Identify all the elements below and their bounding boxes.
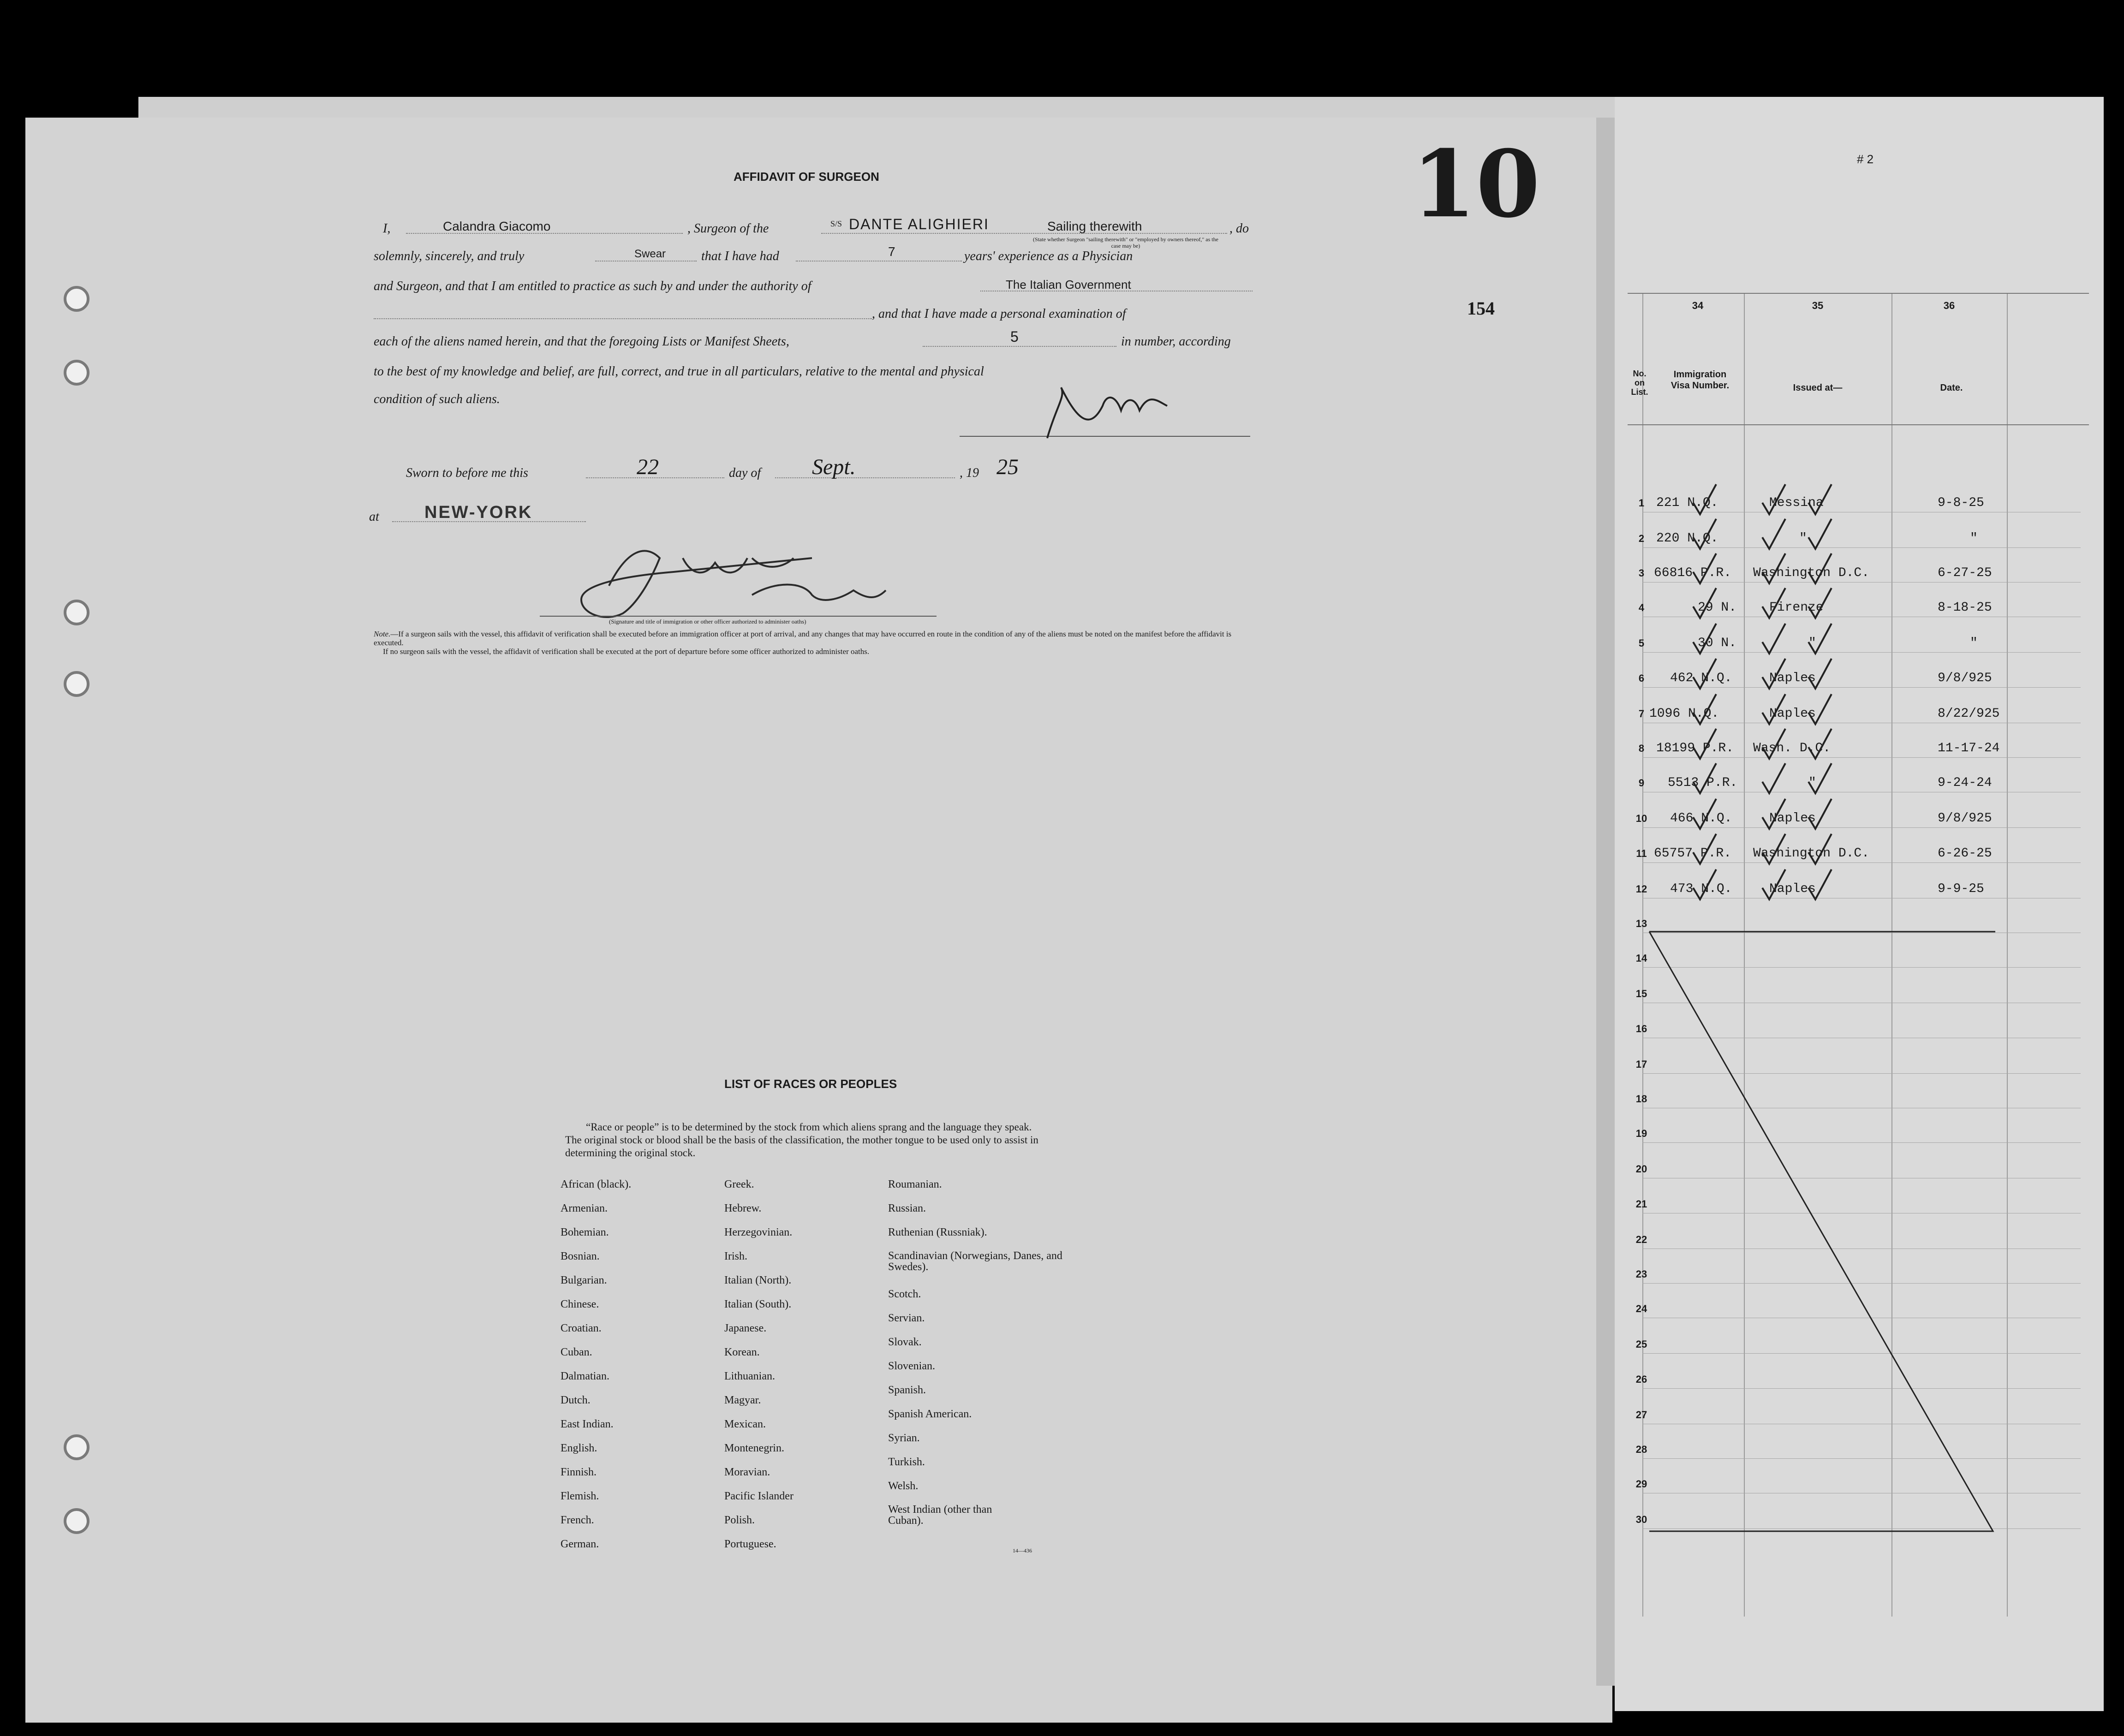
visa-number: 18199 P.R.	[1656, 741, 1734, 755]
issue-date: 8/22/925	[1938, 707, 2000, 721]
sworn-month: Sept.	[812, 455, 856, 479]
affidavit-sheet	[25, 118, 1612, 1723]
affidavit-line-1	[383, 221, 390, 236]
row-number: 29	[1635, 1478, 1647, 1490]
row-number: 25	[1635, 1338, 1647, 1350]
visa-number: 466 N.Q.	[1670, 811, 1732, 826]
race-item: Croatian.	[561, 1322, 602, 1334]
race-item: Pacific Islander	[724, 1490, 794, 1502]
row-number: 23	[1635, 1268, 1647, 1280]
race-item: Italian (North).	[724, 1274, 792, 1286]
race-item: Slovak.	[888, 1336, 922, 1348]
issue-date: 9/8/925	[1938, 671, 1992, 685]
race-item: Scotch.	[888, 1288, 921, 1300]
race-item: Armenian.	[561, 1202, 608, 1214]
visa-number: 65757 P.R.	[1654, 846, 1732, 861]
issue-date: 9/8/925	[1938, 811, 1992, 826]
at-label: at	[369, 510, 379, 524]
race-item: Italian (South).	[724, 1298, 792, 1310]
row-number: 20	[1635, 1163, 1647, 1175]
row-number: 8	[1638, 743, 1645, 754]
row-number: 1	[1638, 497, 1645, 509]
sworn-month-field	[775, 477, 955, 478]
race-item: Spanish American.	[888, 1408, 972, 1420]
race-item: German.	[561, 1538, 599, 1550]
check-marks	[1642, 475, 2085, 913]
issue-date: 9-9-25	[1938, 882, 1984, 896]
race-item: Moravian.	[724, 1466, 770, 1478]
issue-date: 6-27-25	[1938, 566, 1992, 580]
authority-field-continued	[374, 318, 872, 319]
row-number: 18	[1635, 1093, 1647, 1105]
race-item: Chinese.	[561, 1298, 599, 1310]
issue-date: 6-26-25	[1938, 846, 1992, 861]
header-no-on-list: No. on List.	[1631, 369, 1648, 397]
race-item: French.	[561, 1514, 594, 1526]
race-item: Syrian.	[888, 1432, 920, 1444]
row-number: 22	[1635, 1234, 1647, 1245]
col-number-36: 36	[1943, 300, 1955, 311]
race-item: Mexican.	[724, 1418, 766, 1430]
row-number: 16	[1635, 1023, 1647, 1034]
affidavit-title: AFFIDAVIT OF SURGEON	[734, 170, 879, 184]
issue-date: 11-17-24	[1938, 741, 2000, 755]
issue-date: "	[1970, 636, 1978, 650]
sailing-note: (State whether Surgeon "sailing therewith" or "employed by owners thereof," as the case may be)	[1033, 236, 1218, 249]
sworn-prefix: Sworn to before me this	[406, 466, 528, 480]
header-visa-number: Immigration Visa Number.	[1671, 369, 1730, 391]
col-number-34: 34	[1692, 300, 1704, 311]
ship-field	[821, 233, 1227, 234]
row-number: 6	[1638, 672, 1645, 684]
visa-number: 473 N.Q.	[1670, 882, 1732, 896]
row-number: 5	[1638, 637, 1645, 649]
race-item: Spanish.	[888, 1384, 926, 1396]
race-item: Russian.	[888, 1202, 926, 1214]
manifest-page-mark: # 2	[1857, 152, 1874, 166]
race-item: Magyar.	[724, 1394, 761, 1406]
issued-at: Messina	[1769, 496, 1824, 510]
cancel-slash	[1647, 929, 1998, 1534]
signature-caption: (Signature and title of immigration or other officer authorized to administer oaths)	[609, 618, 806, 625]
binder-hole	[64, 600, 89, 625]
binder-hole	[64, 360, 89, 386]
col-number-35: 35	[1812, 300, 1824, 311]
line3-prefix: and Surgeon, and that I am entitled to practice as such by and under the authority of	[374, 279, 811, 293]
row-number: 15	[1635, 988, 1647, 999]
race-item: Finnish.	[561, 1466, 597, 1478]
race-item: Polish.	[724, 1514, 755, 1526]
race-item: English.	[561, 1442, 597, 1454]
race-item: Hebrew.	[724, 1202, 762, 1214]
line2-mid: that I have had	[701, 249, 779, 263]
row-number: 27	[1635, 1409, 1647, 1421]
race-item: Ruthenian (Russniak).	[888, 1226, 987, 1238]
row-number: 4	[1638, 602, 1645, 613]
binder-hole	[64, 1508, 89, 1534]
issued-at: Naples	[1769, 707, 1816, 721]
grid-top	[1628, 293, 2089, 294]
race-item: Lithuanian.	[724, 1370, 775, 1382]
line7: condition of such aliens.	[374, 392, 500, 406]
sworn-day: 22	[637, 455, 659, 479]
line1-end: , do	[1229, 221, 1249, 236]
note-label: Note.	[374, 630, 391, 638]
race-item: Portuguese.	[724, 1538, 776, 1550]
issued-at: Firenze	[1769, 600, 1824, 615]
line5-prefix: each of the aliens named herein, and that the foregoing Lists or Manifest Sheets,	[374, 334, 789, 349]
visa-number: 29 N.	[1698, 600, 1737, 615]
header-date: Date.	[1940, 383, 1963, 393]
race-item: Flemish.	[561, 1490, 599, 1502]
issued-at: Washington D.C.	[1753, 846, 1870, 861]
line6: to the best of my knowledge and belief, are full, correct, and true in all particulars, relative to the mental and physical	[374, 364, 984, 379]
sailing-mode: Sailing therewith	[1047, 219, 1142, 233]
visa-number: 221 N.Q.	[1656, 496, 1718, 510]
binder-hole	[64, 286, 89, 312]
visa-number: 66816 P.R.	[1654, 566, 1732, 580]
row-number: 28	[1635, 1444, 1647, 1455]
visa-number: 1096 N.Q.	[1649, 707, 1719, 721]
ship-name: DANTE ALIGHIERI	[849, 216, 989, 232]
issued-at: "	[1808, 636, 1816, 650]
issued-at: Naples	[1769, 671, 1816, 685]
visa-number: 462 N.Q.	[1670, 671, 1732, 685]
race-item: West Indian (other than Cuban).	[888, 1504, 992, 1527]
row-number: 19	[1635, 1128, 1647, 1139]
header-issued-at: Issued at—	[1793, 383, 1843, 393]
issue-date: 8-18-25	[1938, 600, 1992, 615]
issued-at: Naples	[1769, 882, 1816, 896]
row-number: 9	[1638, 777, 1645, 789]
officer-signature-line	[540, 616, 937, 617]
line1-prefix: I,	[383, 221, 391, 236]
race-item: Irish.	[724, 1250, 747, 1262]
sworn-mid: day of	[729, 466, 761, 480]
row-number: 26	[1635, 1373, 1647, 1385]
race-item: Turkish.	[888, 1456, 925, 1468]
sheets-value: 5	[1010, 328, 1019, 345]
visa-number: 5513 P.R.	[1668, 776, 1738, 790]
grid-header-bottom	[1628, 424, 2089, 425]
race-item: Bulgarian.	[561, 1274, 607, 1286]
binder-hole	[64, 1434, 89, 1460]
race-item: Servian.	[888, 1312, 925, 1324]
row-number: 21	[1635, 1198, 1647, 1210]
note-text-2: If no surgeon sails with the vessel, the affidavit of verification shall be executed at the port of departure before some officer authorized to administer oaths.	[383, 647, 870, 656]
row-number: 24	[1635, 1303, 1647, 1314]
race-item: African (black).	[561, 1178, 632, 1190]
line2-end: years' experience as a Physician	[964, 249, 1133, 263]
race-item: Scandinavian (Norwegians, Danes, and Swedes).	[888, 1250, 1062, 1273]
race-item: Montenegrin.	[724, 1442, 784, 1454]
issue-date: "	[1970, 531, 1978, 546]
race-item: Roumanian.	[888, 1178, 942, 1190]
ss-prefix: S/S	[830, 219, 842, 228]
surgeon-name: Calandra Giacomo	[443, 219, 551, 233]
races-title: LIST OF RACES OR PEOPLES	[724, 1077, 897, 1091]
issued-at: Washington D.C.	[1753, 566, 1870, 580]
row-number: 30	[1635, 1514, 1647, 1525]
line1-mid: , Surgeon of the	[687, 221, 769, 236]
sworn-year-prefix: , 19	[960, 466, 979, 480]
issued-at: Wash. D.C.	[1753, 741, 1831, 755]
row-number: 12	[1635, 883, 1647, 895]
page-number: 154	[1467, 298, 1495, 319]
line5-end: in number, according	[1121, 334, 1231, 349]
race-item: Greek.	[724, 1178, 754, 1190]
race-item: Dalmatian.	[561, 1370, 609, 1382]
visa-number: 220 N.Q.	[1656, 531, 1718, 546]
row-number: 17	[1635, 1058, 1647, 1070]
race-item: Slovenian.	[888, 1360, 935, 1372]
race-item: Cuban.	[561, 1346, 592, 1358]
sheet-number: 10	[1412, 130, 1540, 238]
swear-field	[595, 261, 697, 262]
surgeon-signature	[1038, 378, 1176, 452]
swear-value: Swear	[634, 248, 666, 260]
race-item: Bosnian.	[561, 1250, 600, 1262]
affidavit-note	[374, 630, 1255, 656]
race-item: Japanese.	[724, 1322, 767, 1334]
visa-number: 30 N.	[1698, 636, 1737, 650]
years-field	[796, 261, 962, 262]
sworn-year: 25	[996, 455, 1019, 479]
row-number: 11	[1636, 848, 1647, 859]
race-item: Korean.	[724, 1346, 760, 1358]
location-stamp: NEW-YORK	[424, 503, 533, 522]
race-item: Herzegovinian.	[724, 1226, 793, 1238]
race-item: Welsh.	[888, 1480, 919, 1492]
row-number: 13	[1635, 918, 1647, 929]
issue-date: 9-24-24	[1938, 776, 1992, 790]
race-item: East Indian.	[561, 1418, 614, 1430]
sheets-field	[923, 346, 1116, 347]
issued-at: "	[1799, 531, 1807, 546]
line2-prefix: solemnly, sincerely, and truly	[374, 249, 525, 263]
row-number: 10	[1635, 813, 1647, 824]
note-text-1: —If a surgeon sails with the vessel, this affidavit of verification shall be executed before an immigration officer at port of arrival, and any changes that may have occurred en route in the condition of any of the aliens must be noted on the manifest before the affidavit is executed.	[374, 630, 1232, 647]
row-number: 7	[1638, 708, 1645, 719]
row-number: 3	[1638, 567, 1645, 579]
race-item: Bohemian.	[561, 1226, 609, 1238]
row-number: 2	[1638, 533, 1645, 544]
years-value: 7	[888, 244, 895, 259]
race-item: Dutch.	[561, 1394, 591, 1406]
row-number: 14	[1635, 952, 1647, 964]
issued-at: "	[1808, 776, 1816, 790]
authority-value: The Italian Government	[1006, 278, 1131, 291]
officer-signature	[554, 530, 923, 632]
races-intro: “Race or people” is to be determined by the stock from which aliens sprang and the language they speak. The original stock or blood shall be the basis of the classification, the mother tongue to be used only to assist in determining the original stock.	[565, 1121, 1038, 1159]
form-code: 14—436	[1013, 1547, 1032, 1554]
issue-date: 9-8-25	[1938, 496, 1984, 510]
binder-hole	[64, 671, 89, 697]
line4-end: , and that I have made a personal examination of	[872, 307, 1126, 321]
issued-at: Naples	[1769, 811, 1816, 826]
